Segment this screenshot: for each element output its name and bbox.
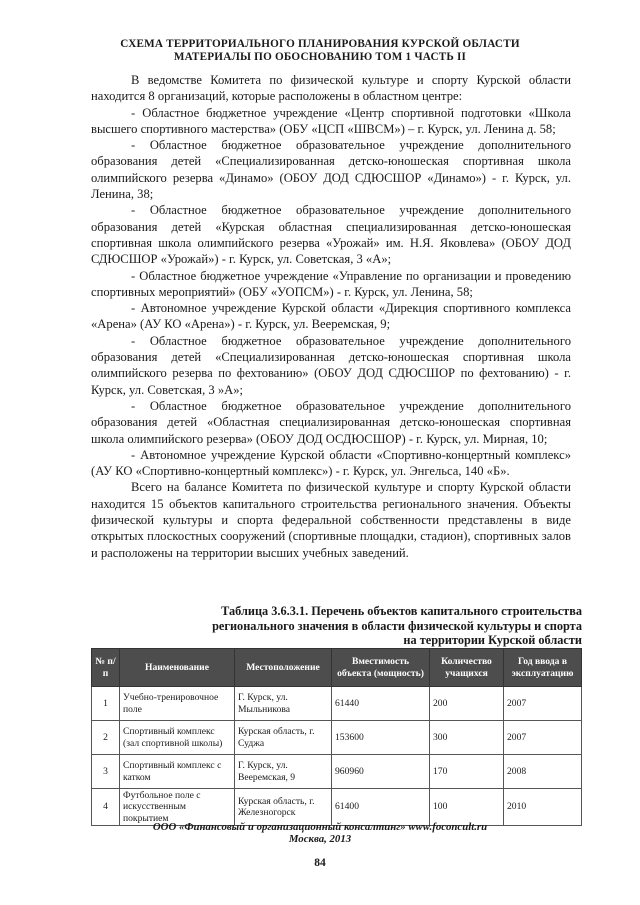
cell-year: 2008 — [504, 755, 582, 789]
cell-capacity: 153600 — [332, 721, 430, 755]
table-row — [92, 721, 582, 755]
cell-capacity: 61400 — [332, 789, 430, 826]
cell-year: 2007 — [504, 721, 582, 755]
paragraph: - Автономное учреждение Курской области «Спортивно-концертный комплекс» (АУ КО «Спортивно-концертный комплекс») - г. Курск, ул. Энгельса, 140 «Б». — [91, 447, 571, 479]
paragraph: - Областное бюджетное учреждение «Управление по организации и проведению спортивных мероприятий» (ОБУ «УОПСМ») - г. Курск, ул. Ленина, 58; — [91, 268, 571, 299]
table-caption-line: регионального значения в области физической культуры и спорта — [212, 618, 582, 633]
table-header-row — [92, 649, 582, 687]
body-text — [91, 72, 571, 561]
table-caption-line: Таблица 3.6.3.1. Перечень объектов капитального строительства — [221, 604, 582, 618]
cell-location: Г. Курск, ул. Мыльникова — [235, 687, 332, 721]
cell-year: 2010 — [504, 789, 582, 826]
cell-number: 1 — [92, 687, 120, 721]
paragraph: - Областное бюджетное образовательное учреждение дополнительного образования детей «Курская областная специализированная детско-юношеская спортивная школа олимпийского резерва «Урожай» им. Н.Я. Яковлева» (ОБОУ ДОД СДЮСШОР «Урожай») - г. Курск, ул. Советская, 3 «А»; — [91, 203, 571, 267]
header-number: № п/п — [92, 649, 120, 687]
paragraph: - Областное бюджетное образовательное учреждение дополнительного образования детей «Специализированная детско-юношеская спортивная школа олимпийского резерва «Динамо» (ОБОУ ДОД СДЮСШОР «Динамо») - г. Курск, ул. Ленина, 38; — [91, 138, 571, 202]
header-students: Количество учащихся — [430, 649, 504, 687]
cell-students: 170 — [430, 755, 504, 789]
cell-name: Спортивный комплекс с катком — [120, 755, 235, 789]
paragraph: - Областное бюджетное учреждение «Центр спортивной подготовки «Школа высшего спортивного мастерства» (ОБУ «ЦСП «ШВСМ») – г. Курск, ул. Ленина д. 58; — [91, 105, 571, 136]
table-caption-line: на территории Курской области — [403, 633, 582, 648]
paragraph: - Областное бюджетное образовательное учреждение дополнительного образования детей «Областная специализированная детско-юношеская спортивная школа олимпийского резерва» (ОБОУ ДОД ОСДЮСШОР) - г. Курск, ул. Мирная, 10; — [91, 398, 571, 446]
header-name: Наименование — [120, 649, 235, 687]
page-number: 84 — [314, 857, 326, 869]
page-header — [60, 38, 580, 64]
cell-name: Футбольное поле с искусственным покрытием — [120, 789, 235, 826]
table-row — [92, 687, 582, 721]
cell-number: 4 — [92, 789, 120, 826]
cell-year: 2007 — [504, 687, 582, 721]
cell-capacity: 960960 — [332, 755, 430, 789]
header-location: Местоположение — [235, 649, 332, 687]
cell-name: Учебно-тренировочное поле — [120, 687, 235, 721]
cell-location: Курская область, г. Железногорск — [235, 789, 332, 826]
cell-number: 3 — [92, 755, 120, 789]
cell-number: 2 — [92, 721, 120, 755]
footer-city: Москва, 2013 — [288, 833, 352, 845]
cell-students: 200 — [430, 687, 504, 721]
header-subtitle: МАТЕРИАЛЫ ПО ОБОСНОВАНИЮ ТОМ 1 ЧАСТЬ II — [173, 51, 467, 63]
cell-students: 100 — [430, 789, 504, 826]
footer-company: ООО «Финансовый и организационный консалтинг» www.foconcult.ru — [152, 821, 488, 833]
table-caption — [190, 604, 582, 648]
paragraph: В ведомстве Комитета по физической культуре и спорту Курской области находится 8 организаций, которые расположены в областном центре: — [91, 73, 571, 104]
cell-location: Курская область, г. Суджа — [235, 721, 332, 755]
page-footer — [60, 821, 580, 845]
paragraph: Всего на балансе Комитета по физической культуре и спорту Курской области находится 15 объектов капитального строительства регионального значения. Объекты физической культуры и спорта федеральной собственности представлены в виде открытых плоскостных сооружений (спортивные площадки, стадион), спортивных залов и расположены на территории высших учебных заведений. — [91, 480, 571, 560]
table-row — [92, 755, 582, 789]
cell-name: Спортивный комплекс (зал спортивной школы) — [120, 721, 235, 755]
paragraph: - Автономное учреждение Курской области «Дирекция спортивного комплекса «Арена» (АУ КО «Арена») - г. Курск, ул. Вееремская, 9; — [91, 301, 571, 332]
paragraph: - Областное бюджетное образовательное учреждение дополнительного образования детей «Специализированная детско-юношеская спортивная школа олимпийского резерва по фехтованию» (ОБОУ ДОД СДЮСШОР по фехтованию) - г. Курск, ул. Советская, 3 »А»; — [91, 333, 571, 397]
header-capacity: Вместимость объекта (мощность) — [332, 649, 430, 687]
header-year: Год ввода в эксплуатацию — [504, 649, 582, 687]
objects-table — [91, 648, 582, 826]
cell-students: 300 — [430, 721, 504, 755]
cell-location: Г. Курск, ул. Вееремская, 9 — [235, 755, 332, 789]
header-title: СХЕМА ТЕРРИТОРИАЛЬНОГО ПЛАНИРОВАНИЯ КУРСКОЙ ОБЛАСТИ — [120, 38, 520, 50]
cell-capacity: 61440 — [332, 687, 430, 721]
